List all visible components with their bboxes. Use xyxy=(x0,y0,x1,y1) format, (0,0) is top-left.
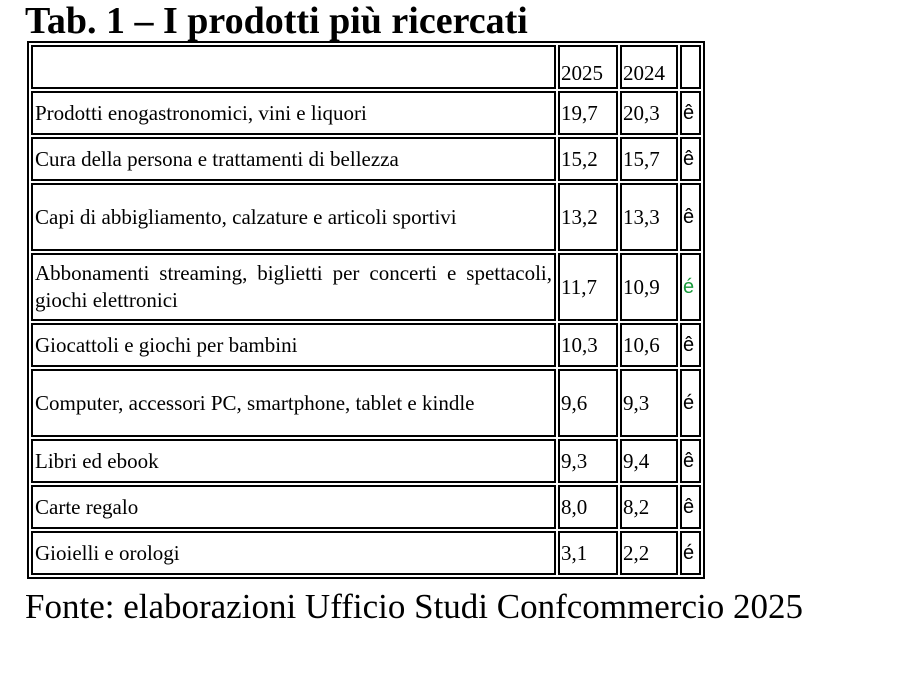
table-row xyxy=(31,439,701,483)
header-cell-2025: 2025 xyxy=(558,45,618,89)
value-2024: 9,3 xyxy=(620,369,678,437)
value-2025: 13,2 xyxy=(558,183,618,251)
trend-arrow-icon: ê xyxy=(680,91,701,135)
table-row xyxy=(31,91,701,135)
value-2025: 3,1 xyxy=(558,531,618,575)
table-row xyxy=(31,369,701,437)
trend-arrow-icon: ê xyxy=(680,183,701,251)
table-row xyxy=(31,253,701,321)
value-2025: 10,3 xyxy=(558,323,618,367)
row-label: Giocattoli e giochi per bambini xyxy=(31,323,556,367)
row-label: Libri ed ebook xyxy=(31,439,556,483)
row-label: Capi di abbigliamento, calzature e articoli sportivi xyxy=(31,183,556,251)
table-row xyxy=(31,323,701,367)
value-2025: 8,0 xyxy=(558,485,618,529)
table-header-row xyxy=(31,45,701,89)
header-cell-trend xyxy=(680,45,701,89)
header-cell-2024: 2024 xyxy=(620,45,678,89)
trend-arrow-icon: ê xyxy=(680,137,701,181)
value-2024: 8,2 xyxy=(620,485,678,529)
products-table xyxy=(27,41,705,579)
table-row xyxy=(31,183,701,251)
trend-arrow-icon: ê xyxy=(680,439,701,483)
trend-arrow-icon: ê xyxy=(680,485,701,529)
value-2024: 10,6 xyxy=(620,323,678,367)
row-label: Computer, accessori PC, smartphone, tablet e kindle xyxy=(31,369,556,437)
row-label: Abbonamenti streaming, biglietti per concerti e spettacoli, giochi elettronici xyxy=(31,253,556,321)
table-row xyxy=(31,531,701,575)
value-2025: 19,7 xyxy=(558,91,618,135)
table-title: Tab. 1 – I prodotti più ricercati xyxy=(25,0,528,42)
value-2024: 10,9 xyxy=(620,253,678,321)
value-2024: 13,3 xyxy=(620,183,678,251)
trend-arrow-icon: é xyxy=(680,253,701,321)
value-2024: 15,7 xyxy=(620,137,678,181)
row-label: Carte regalo xyxy=(31,485,556,529)
value-2024: 20,3 xyxy=(620,91,678,135)
row-label: Prodotti enogastronomici, vini e liquori xyxy=(31,91,556,135)
trend-arrow-icon: é xyxy=(680,531,701,575)
value-2024: 2,2 xyxy=(620,531,678,575)
value-2025: 15,2 xyxy=(558,137,618,181)
value-2025: 11,7 xyxy=(558,253,618,321)
source-note: Fonte: elaborazioni Ufficio Studi Confcommercio 2025 xyxy=(25,587,803,626)
value-2025: 9,3 xyxy=(558,439,618,483)
row-label: Gioielli e orologi xyxy=(31,531,556,575)
table-row xyxy=(31,137,701,181)
trend-arrow-icon: é xyxy=(680,369,701,437)
header-cell-label xyxy=(31,45,556,89)
row-label: Cura della persona e trattamenti di bellezza xyxy=(31,137,556,181)
value-2024: 9,4 xyxy=(620,439,678,483)
table-row xyxy=(31,485,701,529)
trend-arrow-icon: ê xyxy=(680,323,701,367)
value-2025: 9,6 xyxy=(558,369,618,437)
